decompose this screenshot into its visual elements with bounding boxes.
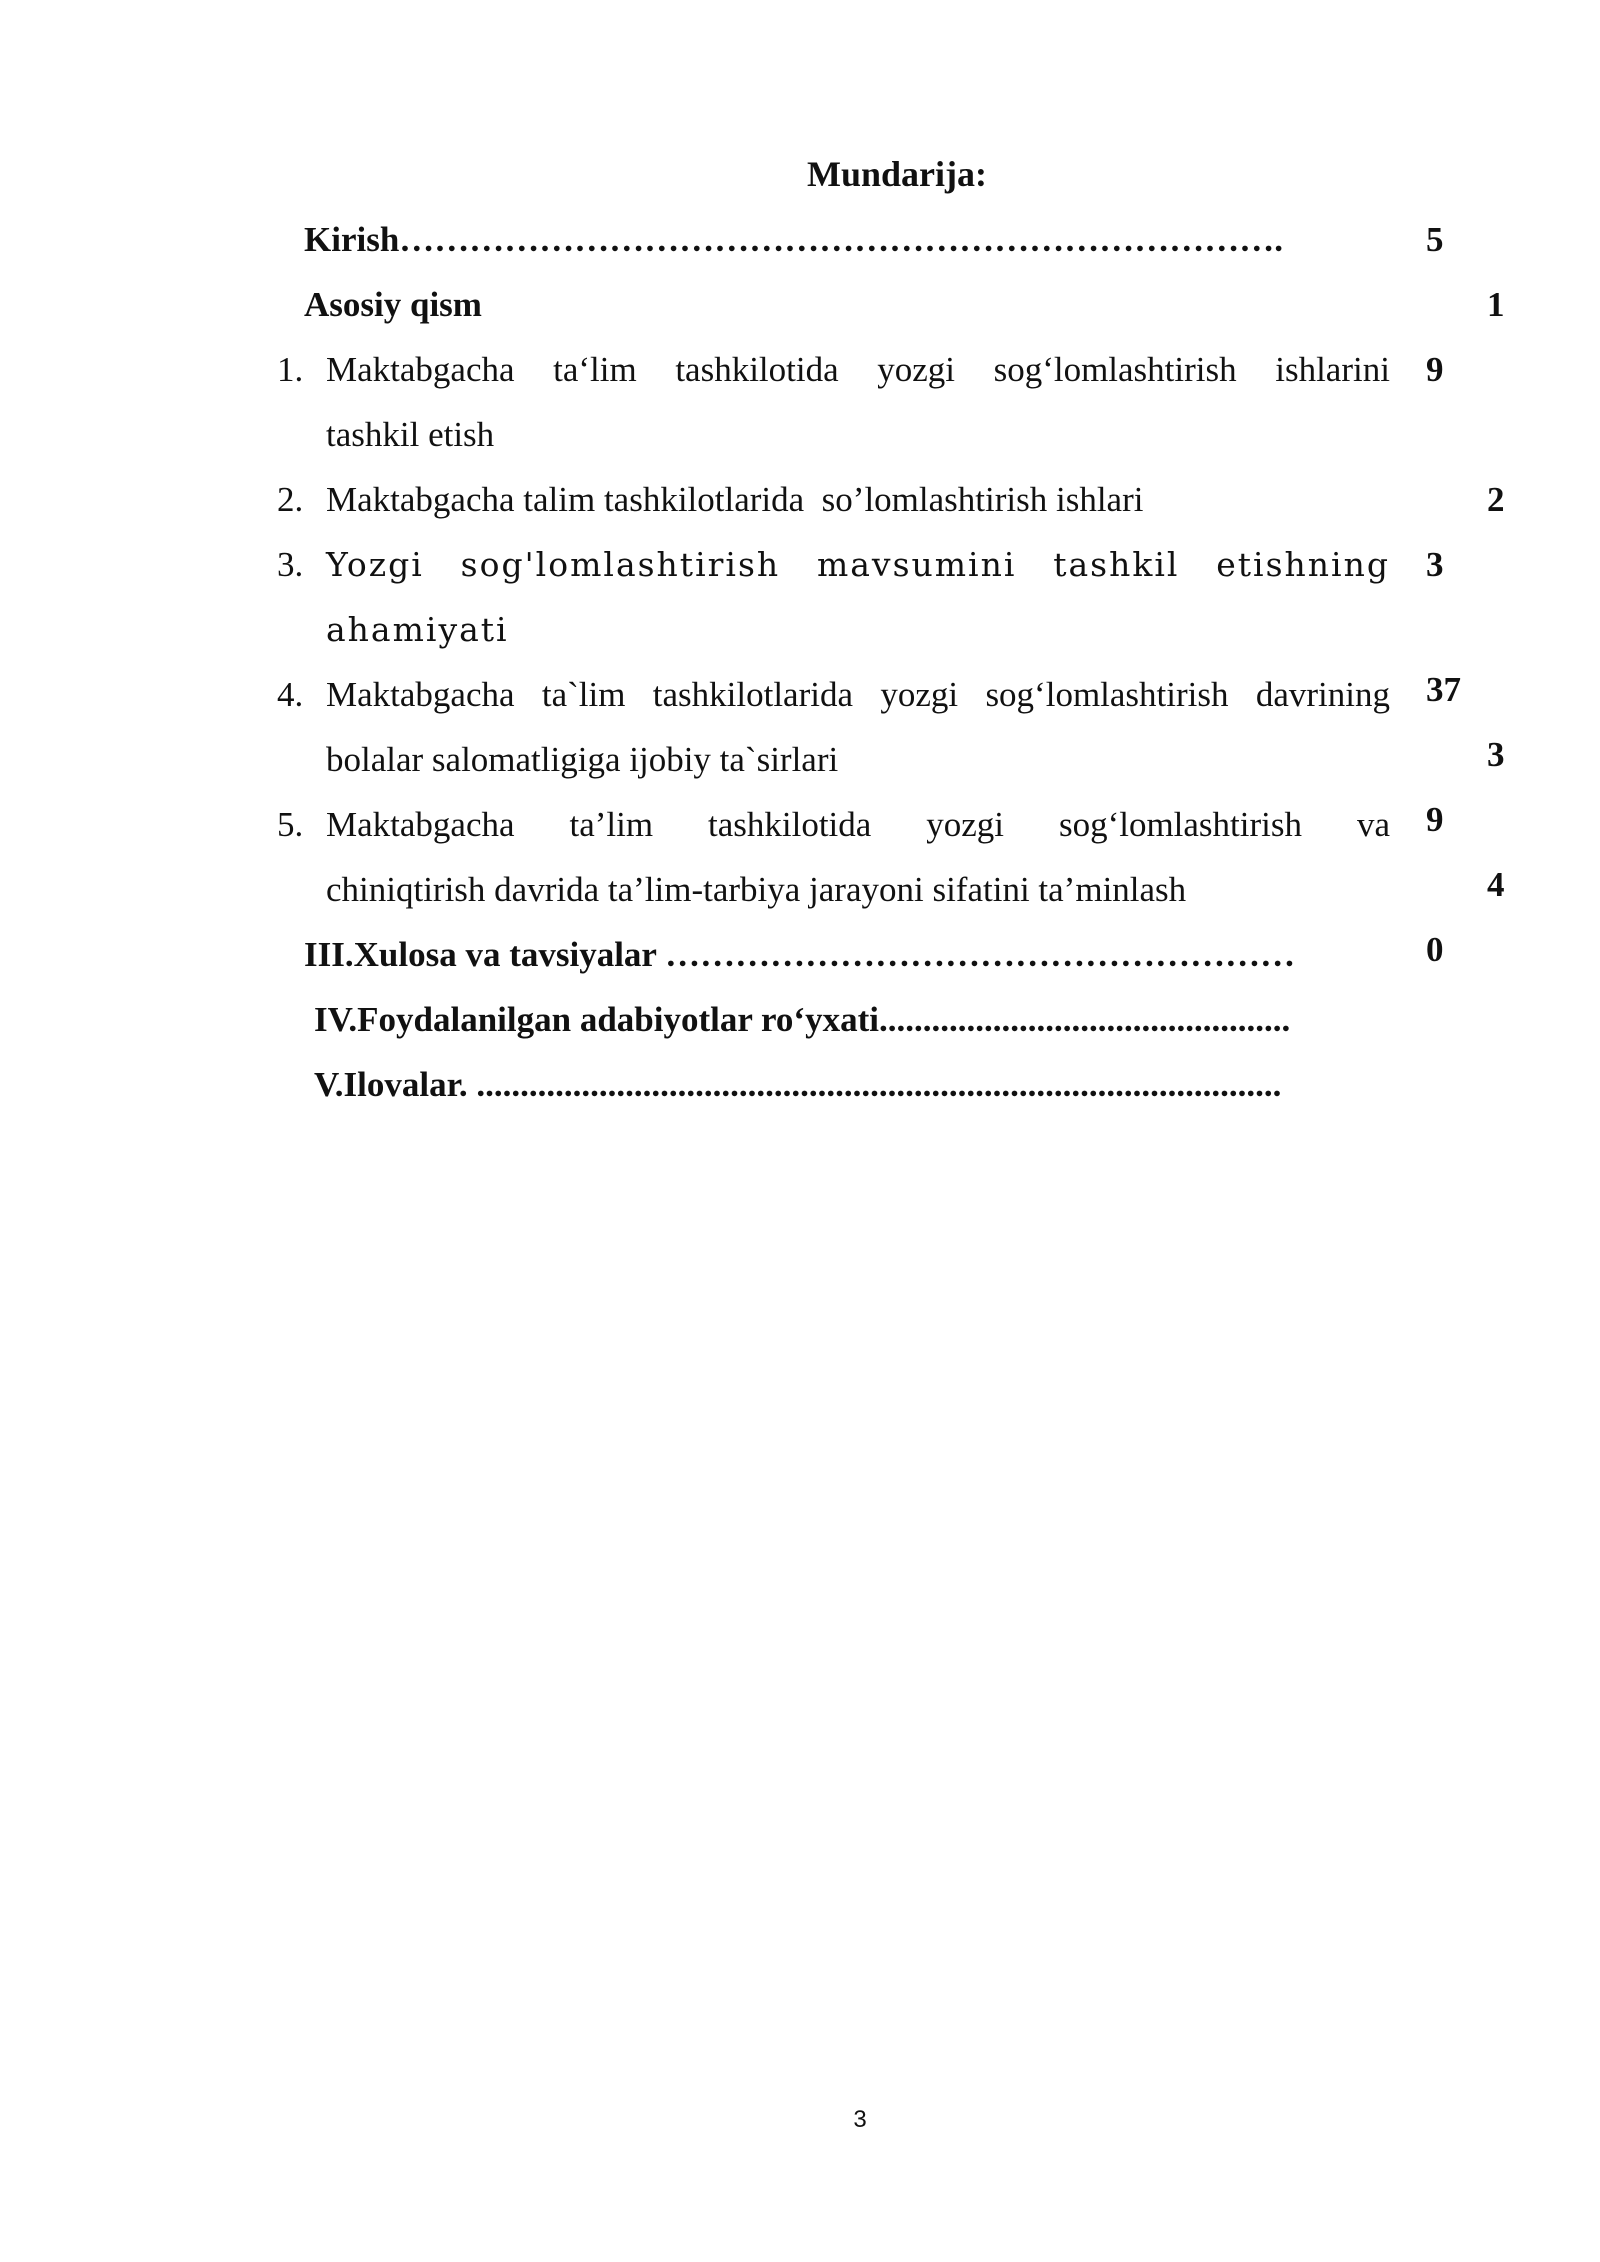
toc-item-2-line1: Maktabgacha talim tashkilotlarida so’lomlashtirish ishlari xyxy=(326,480,1144,519)
toc-item-3-line1 xyxy=(326,545,1390,584)
toc-entry-kirish: Kirish…………………………………………………………………. xyxy=(304,220,1284,259)
toc-page-item-1: 9 xyxy=(1426,350,1444,389)
toc-item-4-line2: bolalar salomatligiga ijobiy ta`sirlari xyxy=(326,740,839,779)
toc-page-kirish: 5 xyxy=(1426,220,1444,259)
toc-page-item-5b: 4 xyxy=(1487,865,1505,904)
toc-item-text: Maktabgacha ta’lim tashkilotida yozgi sog‘lomlashtirish va xyxy=(326,805,1390,844)
toc-page-item-4b: 3 xyxy=(1487,735,1505,774)
toc-page-item-2: 2 xyxy=(1487,480,1505,519)
toc-item-number: 4. xyxy=(277,675,304,714)
toc-entry-xulosa: III.Xulosa va tavsiyalar ……………………………………………… xyxy=(304,935,1296,974)
toc-page-item-4a: 37 xyxy=(1426,670,1461,709)
toc-entry-ilovalar: V.Ilovalar. ............................................................................................ xyxy=(314,1065,1282,1104)
toc-item-3-line2: ahamiyati xyxy=(326,610,509,649)
toc-item-number: 1. xyxy=(277,350,304,389)
page-title: Mundarija: xyxy=(807,154,987,194)
toc-page-xulosa: 0 xyxy=(1426,930,1444,969)
toc-item-text: Maktabgacha ta‘lim tashkilotida yozgi sog‘lomlashtirish ishlarini xyxy=(326,350,1390,389)
toc-item-5-line2: chiniqtirish davrida ta’lim-tarbiya jarayoni sifatini ta’minlash xyxy=(326,870,1187,909)
toc-page-item-5a: 9 xyxy=(1426,800,1444,839)
toc-item-text: Yozgi sog'lomlashtirish mavsumini tashkil etishning xyxy=(326,545,1390,584)
toc-item-1-line2: tashkil etish xyxy=(326,415,495,454)
toc-item-4-line1 xyxy=(326,677,1390,712)
toc-entry-asosiy-qism: Asosiy qism xyxy=(304,285,482,324)
toc-item-number: 2. xyxy=(277,480,304,519)
toc-entry-foydalanilgan: IV.Foydalanilgan adabiyotlar ro‘yxati............................................... xyxy=(314,1000,1291,1039)
toc-item-text: Maktabgacha ta`lim tashkilotlarida yozgi sog‘lomlashtirish davrining xyxy=(326,675,1390,714)
page-number: 3 xyxy=(853,2106,867,2133)
toc-page-asosiy-qism: 1 xyxy=(1487,285,1505,324)
toc-page-item-3: 3 xyxy=(1426,545,1444,584)
toc-item-5-line1 xyxy=(326,807,1390,842)
toc-item-1-line1 xyxy=(326,352,1390,387)
toc-item-number: 5. xyxy=(277,805,304,844)
toc-item-number: 3. xyxy=(277,545,304,584)
